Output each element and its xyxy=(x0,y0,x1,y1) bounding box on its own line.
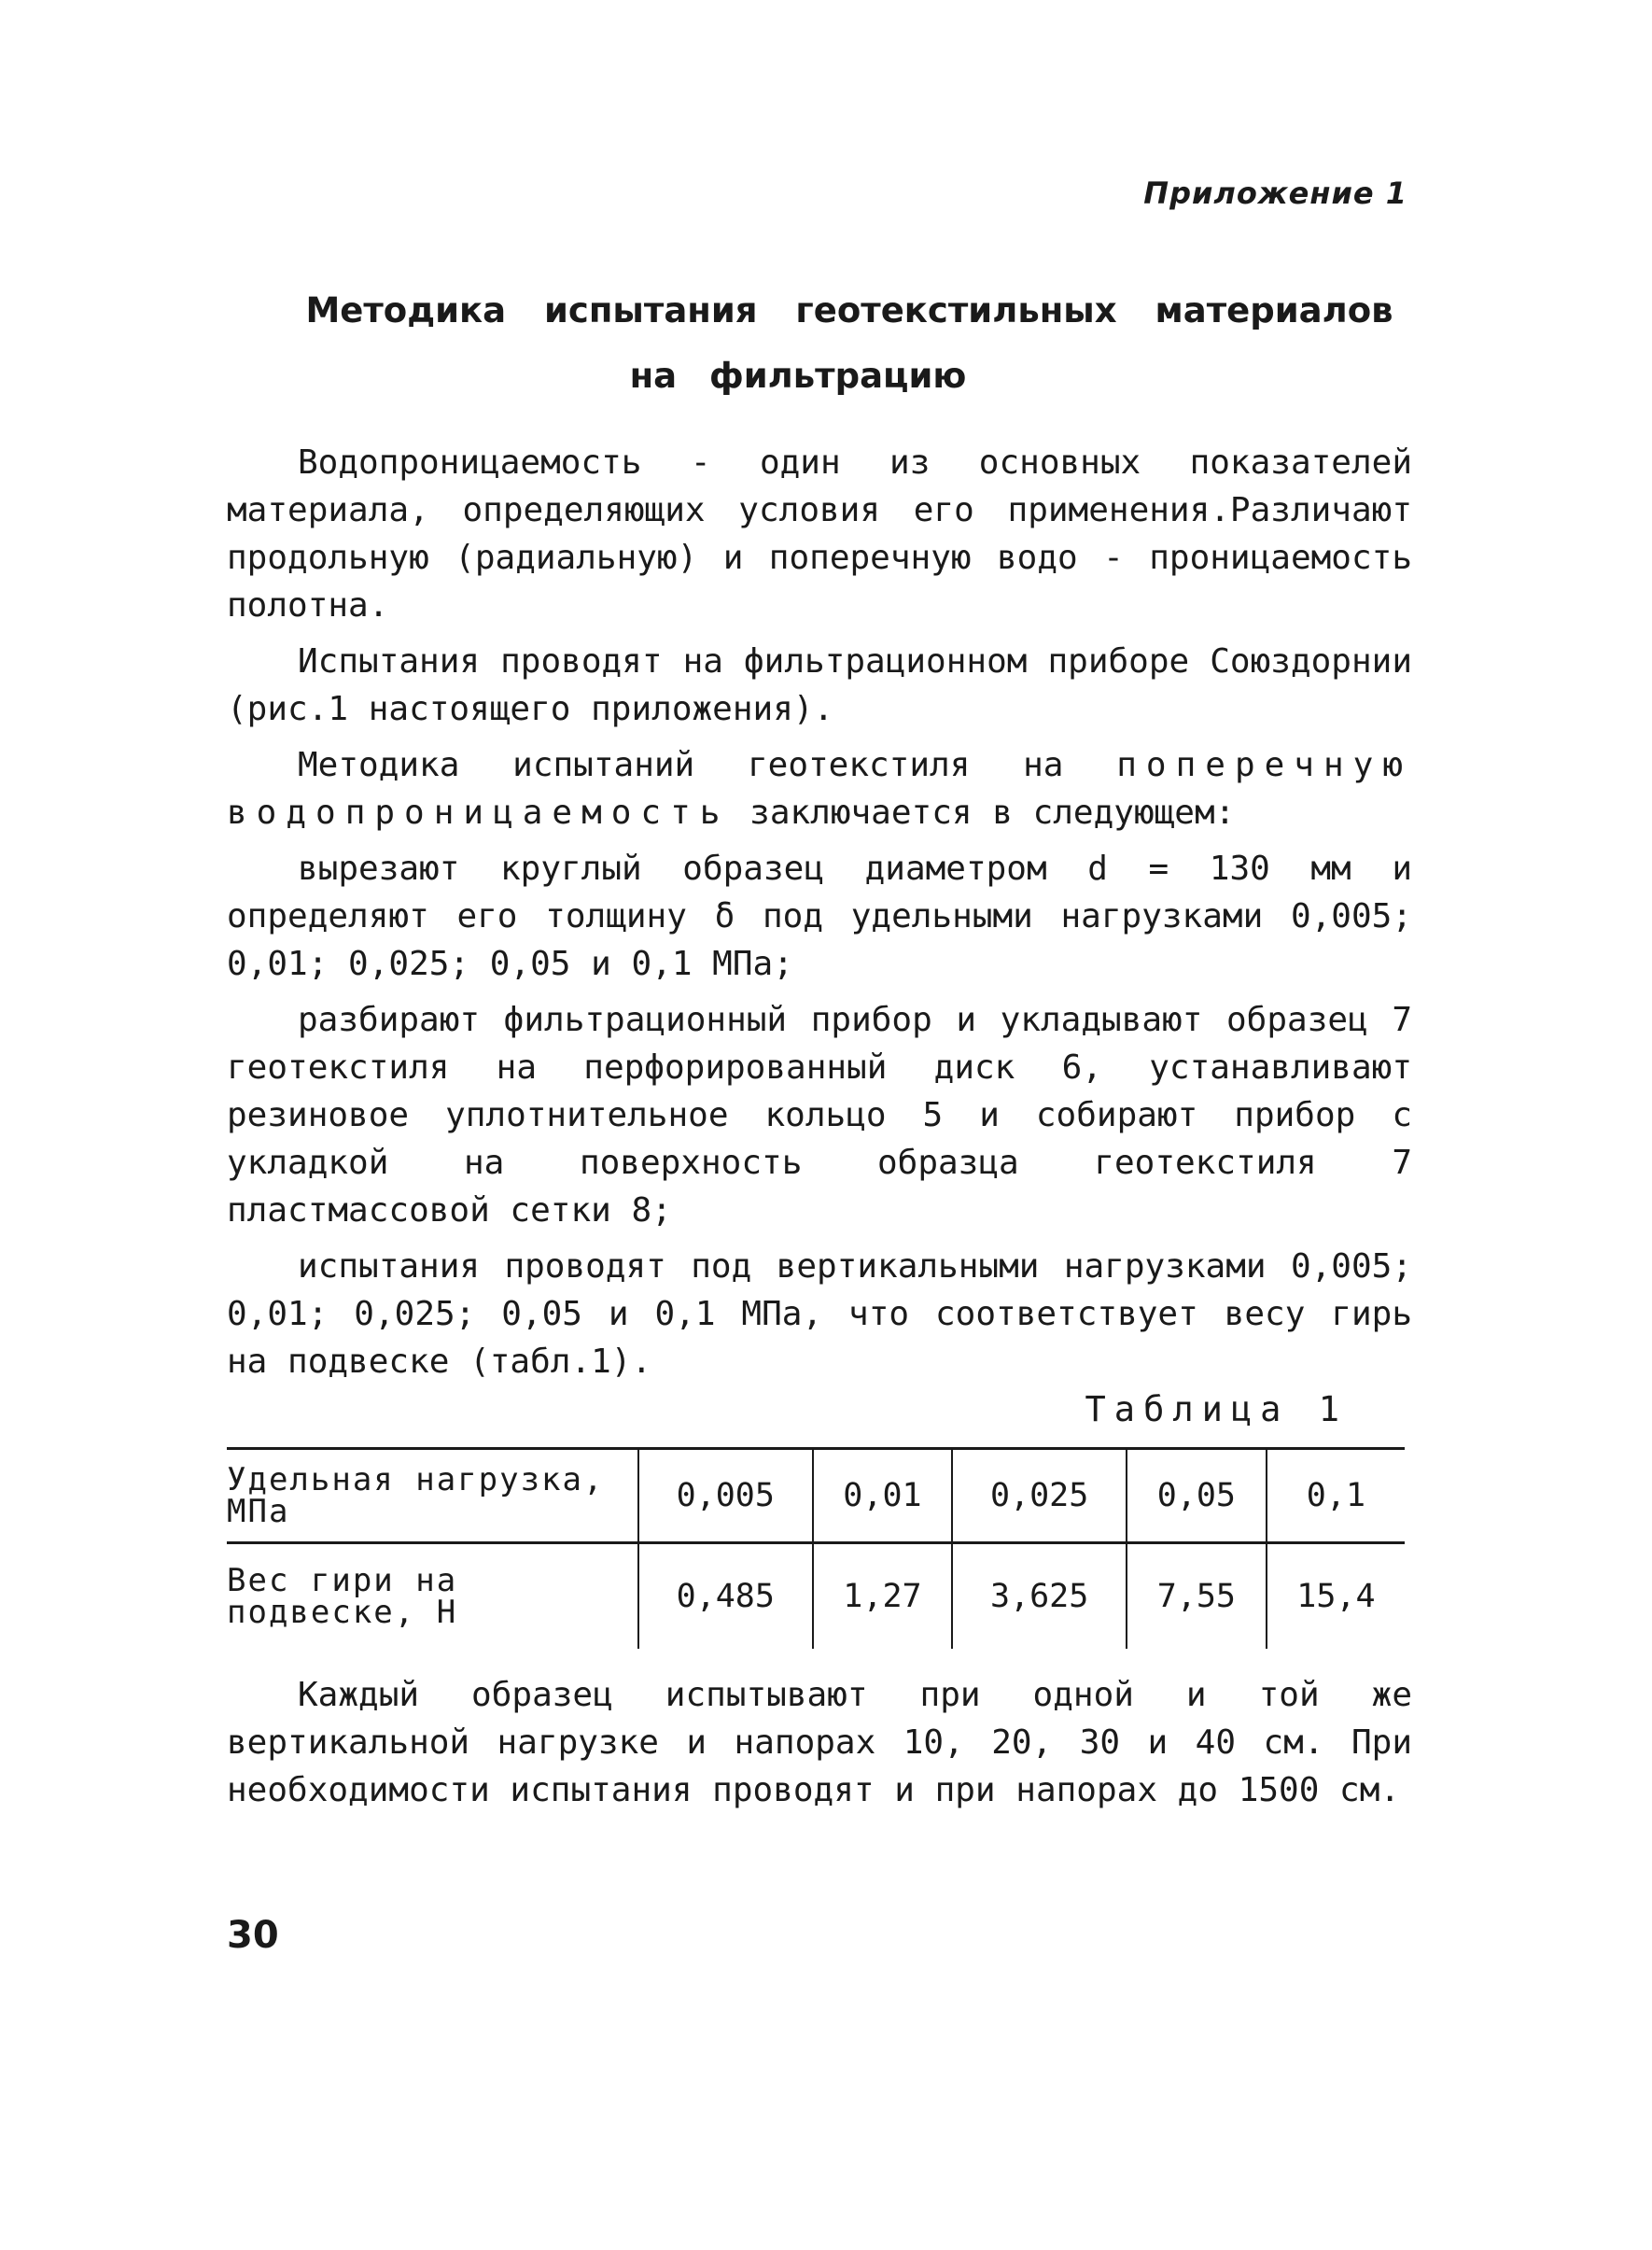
table-cell: 0,01 xyxy=(813,1449,953,1543)
title-line-2: на фильтрацию xyxy=(629,356,967,396)
document-title xyxy=(224,278,1437,409)
paragraph-4: вырезают круглый образец диаметром d = 130 мм и определяют его толщину δ под удельными нагрузками 0,005; 0,01; 0,025; 0,05 и 0,1 МПа; xyxy=(227,850,1412,983)
page-number: 30 xyxy=(227,1914,279,1957)
table-cell: 15,4 xyxy=(1267,1543,1405,1650)
body-text xyxy=(227,439,1412,1394)
closing-text xyxy=(227,1671,1412,1814)
table-cell: 7,55 xyxy=(1127,1543,1267,1650)
paragraph-5: разбирают фильтрационный прибор и укладывают образец 7 геотекстиля на перфорированный диск 6, устанавливают резиновое уплотнительное кольцо 5 и собирают прибор с укладкой на поверхность образца геотекстиля 7 пластмассовой сетки 8; xyxy=(227,1001,1412,1230)
table-cell: 0,485 xyxy=(638,1543,813,1650)
table-cell: 0,1 xyxy=(1267,1449,1405,1543)
table-row xyxy=(227,1543,1405,1650)
table-cell: 0,005 xyxy=(638,1449,813,1543)
data-table xyxy=(227,1447,1405,1649)
paragraph-3-start: Методика испытаний геотекстиля на xyxy=(298,746,1117,784)
paragraph-3 xyxy=(227,741,1412,837)
paragraph-6: испытания проводят под вертикальными нагрузками 0,005; 0,01; 0,025; 0,05 и 0,1 МПа, что соответствует весу гирь на подвеске (табл.1). xyxy=(227,1247,1412,1381)
row-header: Удельная нагрузка, МПа xyxy=(227,1449,638,1543)
table-row xyxy=(227,1449,1405,1543)
row-header: Вес гири на подвеске, Н xyxy=(227,1543,638,1650)
table-cell: 3,625 xyxy=(952,1543,1127,1650)
paragraph-2: Испытания проводят на фильтрационном приборе Союздорнии (рис.1 настоящего приложения). xyxy=(227,642,1412,728)
paragraph-1: Водопроницаемость - один из основных показателей материала, определяющих условия его применения.Различают продольную (радиальную) и поперечную водо - проницаемость полотна. xyxy=(227,443,1412,625)
paragraph-3-end: заключается в следующем: xyxy=(729,794,1236,832)
table-caption: Таблица 1 xyxy=(1085,1389,1348,1429)
title-line-1: Методика испытания геотекстильных материалов xyxy=(305,290,1393,330)
table-cell: 0,05 xyxy=(1127,1449,1267,1543)
paragraph-3-spaced-term: поперечную водопроницаемость xyxy=(227,746,1412,832)
closing-paragraph: Каждый образец испытывают при одной и той же вертикальной нагрузке и напорах 10, 20, 30 и 40 см. При необходимости испытания проводят и при напорах до 1500 см. xyxy=(227,1676,1412,1809)
appendix-label: Приложение 1 xyxy=(1143,176,1407,211)
table-cell: 1,27 xyxy=(813,1543,953,1650)
table-cell: 0,025 xyxy=(952,1449,1127,1543)
